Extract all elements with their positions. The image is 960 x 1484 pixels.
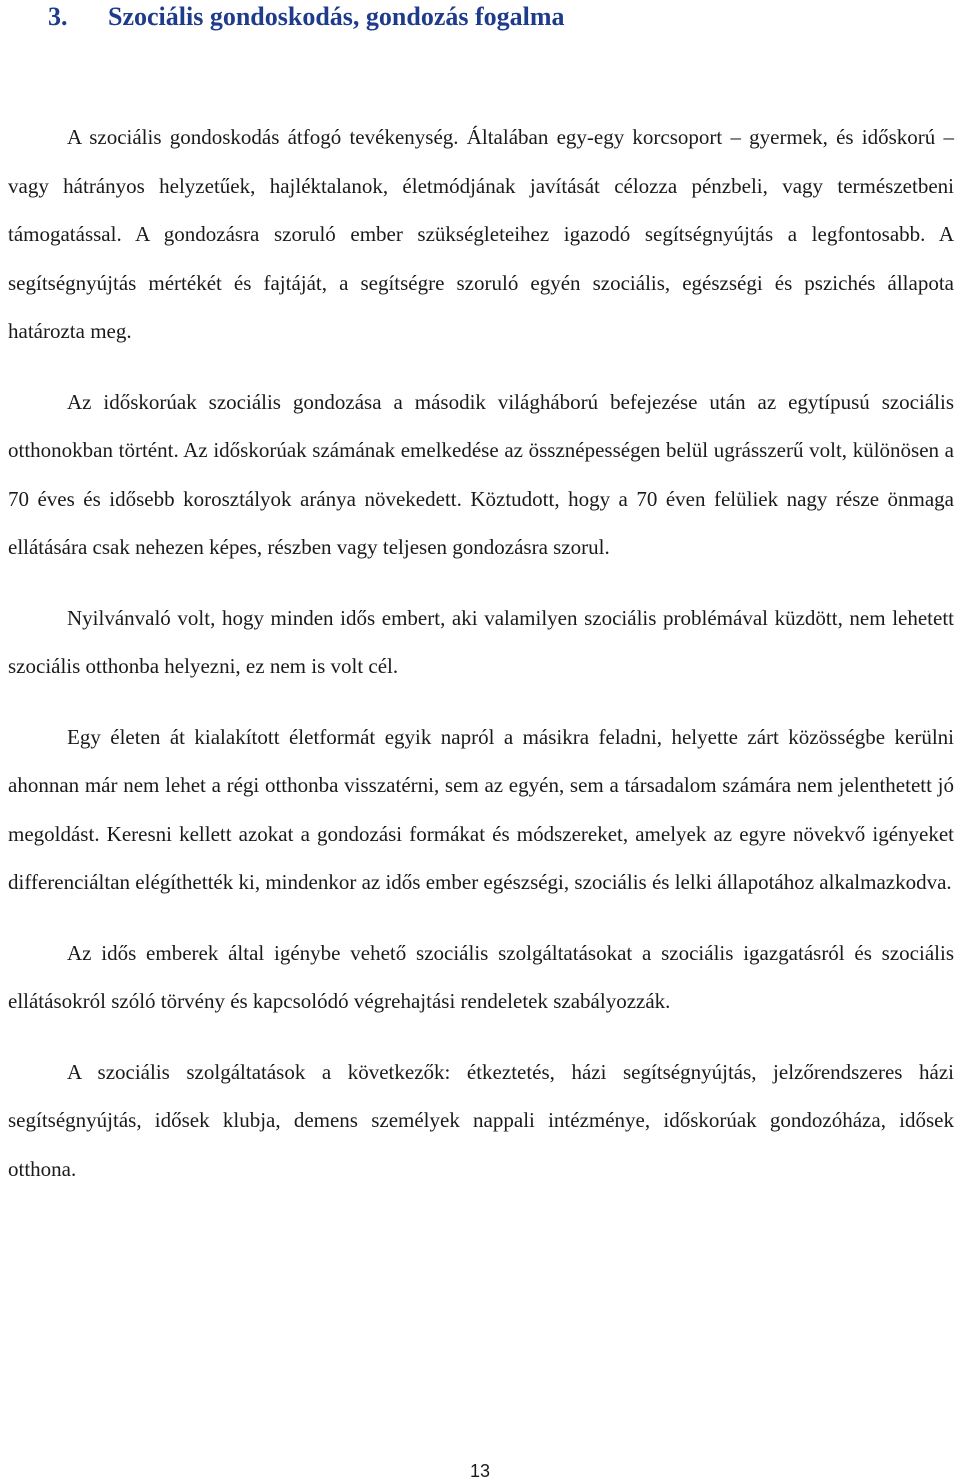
paragraph-4: Egy életen át kialakított életformát egyik napról a másikra feladni, helyette zárt közösségbe kerülni ahonnan már nem lehet a régi otthonba visszatérni, sem az egyén, sem a társadalom számára nem jelenthetett jó megoldást. Keresni kellett azokat a gondozási formákat és módszereket, amelyek az egyre növekvő igényeket differenciáltan elégíthették ki, mindenkor az idős ember egészségi, szociális és lelki állapotához alkalmazkodva. (8, 724, 954, 894)
paragraph-6: A szociális szolgáltatások a következők: étkeztetés, házi segítségnyújtás, jelzőrendszeres házi segítségnyújtás, idősek klubja, demens személyek nappali intézménye, időskorúak gondozóháza, idősek otthona. (8, 1059, 954, 1181)
paragraph-1: A szociális gondoskodás átfogó tevékenység. Általában egy-egy korcsoport – gyermek, és időskorú – vagy hátrányos helyzetűek, hajléktalanok, életmódjának javítását célozza pénzbeli, vagy természetbeni támogatással. A gondozásra szoruló ember szükségleteihez igazodó segítségnyújtás a legfontosabb. A segítségnyújtás mértékét és fajtáját, a segítségre szoruló egyén szociális, egészségi és pszichés állapota határozta meg. (8, 125, 954, 343)
body-text (8, 113, 954, 1215)
paragraph-3: Nyilvánvaló volt, hogy minden idős embert, aki valamilyen szociális problémával küzdött, nem lehetett szociális otthonba helyezni, ez nem is volt cél. (8, 605, 954, 678)
section-heading (8, 0, 954, 33)
page-number: 13 (469, 1461, 491, 1481)
paragraph-5: Az idős emberek által igénybe vehető szociális szolgáltatásokat a szociális igazgatásról és szociális ellátásokról szóló törvény és kapcsolódó végrehajtási rendeletek szabályozzák. (8, 940, 954, 1013)
section-title: Szociális gondoskodás, gondozás fogalma (108, 2, 565, 31)
paragraph-2: Az időskorúak szociális gondozása a második világháború befejezése után az egytípusú szociális otthonokban történt. Az időskorúak számának emelkedése az össznépességen belül ugrásszerű volt, különösen a 70 éves és idősebb korosztályok aránya növekedett. Köztudott, hogy a 70 éven felüliek nagy része önmaga ellátására csak nehezen képes, részben vagy teljesen gondozásra szorul. (8, 389, 954, 559)
section-number: 3. (48, 2, 68, 31)
